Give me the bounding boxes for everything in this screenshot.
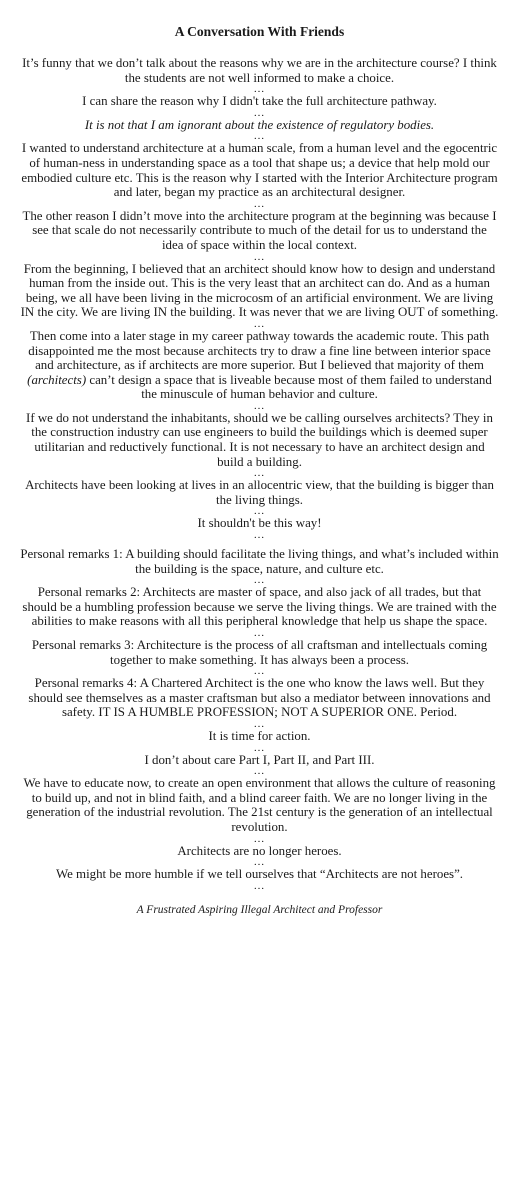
paragraph-action: It is time for action. — [208, 728, 311, 743]
separator: … — [253, 317, 266, 330]
paragraph-3-italic: It is not that I am ignorant about the existence of regulatory bodies. — [84, 117, 435, 132]
personal-remark-3: Personal remarks 3: Architecture is the process of all craftsman and intellectuals coming together to make something. It has always been a process. — [31, 638, 488, 667]
separator: … — [253, 856, 266, 869]
separator: … — [253, 832, 266, 845]
separator: … — [253, 574, 266, 587]
separator: … — [253, 529, 266, 542]
paragraph-educate: We have to educate now, to create an open environment that allows the culture of reasoning to build up, and not in blind faith, and a blind career faith. We are no longer living in the generation of the industrial revolution. The 21st century is the generation of an intellectual revolution. — [23, 776, 496, 834]
paragraph-6: From the beginning, I believed that an architect should know how to design and understand human from the inside out. This is the very least that an architect can do. And as a human being, we all have been living in the microcosm of an artificial environment. We are living IN the city. We are living IN the building. It was never that we are living OUT of something. — [20, 261, 499, 320]
paragraph-no-heroes: Architects are no longer heroes. — [177, 843, 342, 858]
paragraph-2: I can share the reason why I didn't take the full architecture pathway. — [82, 94, 437, 109]
document-title: A Conversation With Friends — [174, 24, 345, 39]
signature: A Frustrated Aspiring Illegal Architect and Professor — [136, 903, 383, 916]
separator: … — [253, 717, 266, 730]
separator: … — [253, 627, 266, 639]
paragraph-7-before: Then come into a later stage in my career pathway towards the academic route. This path disappointed me the most because architects try to draw a fine line between interior space and architecture, as if architects are more superior. But I believed that majority of them — [28, 328, 491, 373]
separator: … — [253, 399, 266, 412]
separator: … — [253, 106, 266, 119]
separator: … — [253, 83, 266, 96]
paragraph-10: It shouldn't be this way! — [197, 516, 322, 531]
separator: … — [253, 665, 266, 678]
paragraph-1: It’s funny that we don’t talk about the reasons why we are in the architecture course? I think the students are not well informed to make a choice. — [22, 56, 497, 85]
personal-remark-2: Personal remarks 2: Architects are master of space, and also jack of all trades, but that should be a humbling profession because we serve the living things. We are trained with the abilities to make reasons with all this peripheral knowledge that help us shape the space. — [22, 585, 497, 629]
paragraph-parts: I don’t about care Part I, Part II, and Part III. — [144, 752, 375, 767]
separator: … — [253, 467, 266, 480]
separator: … — [253, 250, 266, 263]
separator: … — [253, 197, 266, 210]
paragraph-5: The other reason I didn’t move into the architecture program at the beginning was because I see that scale do not necessarily contribute to much of the detail for us to understand the idea of space within the local context. — [22, 208, 497, 252]
paragraph-humble: We might be more humble if we tell ourselves that “Architects are not heroes”. — [55, 867, 464, 882]
paragraph-8: If we do not understand the inhabitants, should we be calling ourselves architects? They in the construction industry can use engineers to build the buildings which is deemed super utilitarian and reductively functional. It is not necessary to have an architect design and build a building. — [26, 410, 493, 469]
separator: … — [253, 505, 266, 518]
separator: … — [253, 130, 266, 143]
separator: … — [253, 765, 266, 778]
document-body — [20, 56, 499, 891]
separator: … — [253, 879, 266, 892]
paragraph-4: I wanted to understand architecture at a human scale, from a human level and the egocentric of human-ness in understanding space as a tool that shape us; a device that help mold our embodied culture etc. This is the reason why I started with the Interior Architecture program and later, began my practice as an architectural designer. — [21, 141, 498, 200]
paragraph-7-italic: (architects) — [27, 372, 87, 387]
paragraph-7-after: can’t design a space that is liveable because most of them failed to understand the minuscule of human behavior and culture. — [86, 372, 492, 402]
personal-remark-4: Personal remarks 4: A Chartered Architect is the one who know the laws well. But they should see themselves as a master craftsman but also a mediator between innovations and safety. IT IS A HUMBLE PROFESSION; NOT A SUPERIOR ONE. Period. — [28, 676, 491, 720]
paragraph-9: Architects have been looking at lives in an allocentric view, that the building is bigger than the living things. — [25, 478, 494, 507]
personal-remark-1: Personal remarks 1: A building should facilitate the living things, and what’s included within the building is the space, nature, and culture etc. — [20, 547, 499, 576]
separator: … — [253, 741, 266, 754]
paragraph-7 — [20, 329, 499, 402]
